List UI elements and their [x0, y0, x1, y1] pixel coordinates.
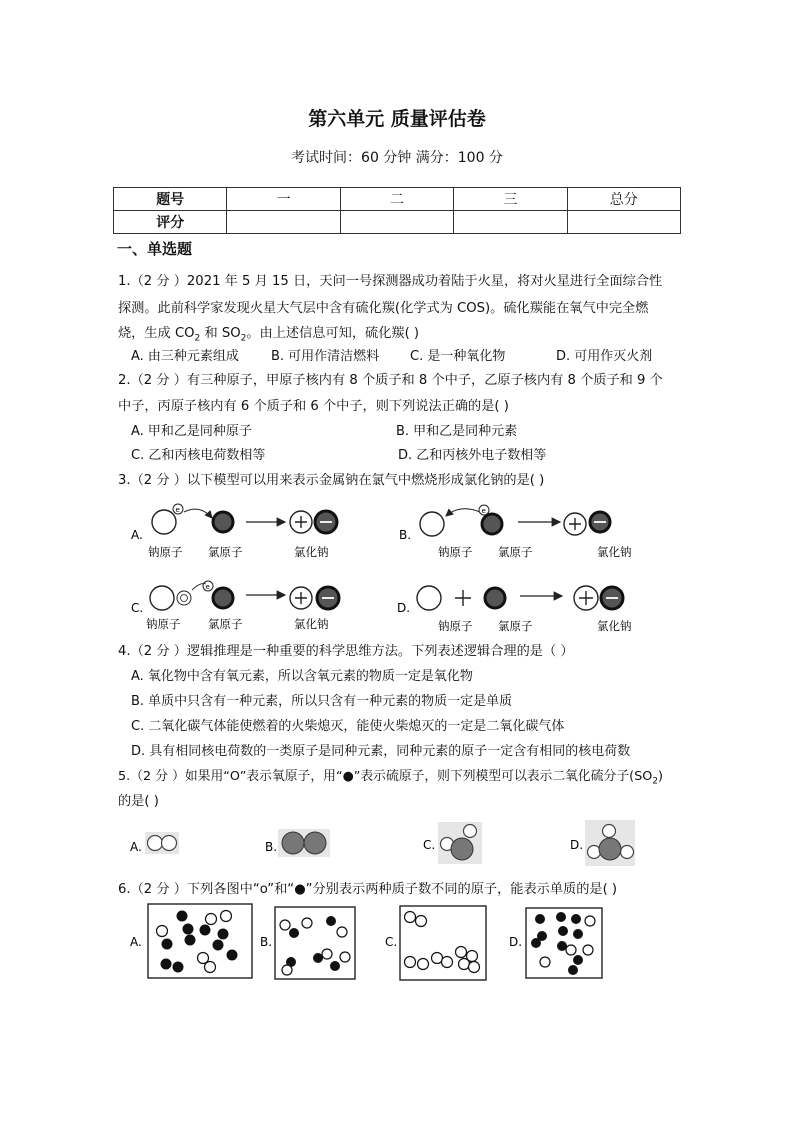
q3-option-a[interactable] — [131, 504, 337, 559]
oxygen-atom-icon — [621, 846, 634, 859]
q5-models — [120, 818, 650, 870]
electron-shell-inner-icon — [181, 595, 188, 602]
q3-c-chlorine-label: 氯原子 — [208, 617, 243, 631]
q5-sub: 2 — [652, 776, 659, 787]
q2-line-2: 中子，丙原子核内有 6 个质子和 6 个中子，则下列说法正确的是( ) — [118, 399, 509, 414]
electron-symbol: e — [481, 507, 486, 515]
section-title-single-choice: 一、单选题 — [117, 240, 193, 258]
q3-c-sodium-label: 钠原子 — [146, 617, 181, 631]
q3-option-d[interactable] — [397, 586, 632, 633]
q6-letter-d: D. — [509, 935, 523, 949]
q5-letter-b: B. — [265, 840, 278, 854]
q3-a-nacl-label: 氯化钠 — [294, 545, 329, 559]
q1-line-3c: 。由上述信息可知，硫化羰( ) — [246, 326, 420, 341]
electron-transfer-arrow-icon — [446, 509, 480, 516]
q3-letter-c: C. — [131, 601, 144, 615]
sulfur-atom-icon — [451, 838, 473, 860]
q2-option-b[interactable]: B. 甲和乙是同种元素 — [396, 424, 518, 439]
sodium-atom-icon — [417, 586, 441, 610]
q1-line-3a: 烧，生成 CO — [118, 326, 195, 341]
electron-transfer-arrow-icon — [184, 509, 212, 518]
q3-letter-b: B. — [399, 528, 412, 542]
q4-option-d[interactable]: D. 具有相同核电荷数的一类原子是同种元素，同种元素的原子一定含有相同的核电荷数 — [131, 744, 631, 759]
q2-option-d[interactable]: D. 乙和丙核外电子数相等 — [398, 448, 547, 463]
chlorine-atom-icon — [213, 588, 233, 608]
q6-option-c[interactable] — [385, 906, 486, 980]
q1-option-c[interactable]: C. 是一种氧化物 — [410, 349, 506, 364]
q3-option-b[interactable] — [399, 505, 632, 559]
page-title: 第六单元 质量评估卷 — [308, 108, 486, 130]
sodium-atom-icon — [152, 510, 176, 534]
exam-info: 考试时间：60 分钟 满分：100 分 — [291, 150, 503, 166]
q3-d-chlorine-label: 氯原子 — [498, 619, 533, 633]
oxygen-atom-icon — [464, 825, 477, 838]
q5-line-1 — [118, 767, 663, 792]
sulfur-atom-icon — [304, 832, 326, 854]
chlorine-atom-icon — [485, 588, 505, 608]
q3-d-nacl-label: 氯化钠 — [597, 619, 632, 633]
q6-option-d[interactable] — [509, 908, 602, 978]
q5-letter-c: C. — [423, 838, 436, 852]
q4-line-1: 4.（2 分 ）逻辑推理是一种重要的科学思维方法。下列表述逻辑合理的是（ ） — [118, 644, 574, 659]
q3-a-chlorine-label: 氯原子 — [208, 545, 243, 559]
q5-option-d[interactable] — [570, 820, 635, 866]
sodium-atom-icon — [420, 512, 444, 536]
q5-option-a[interactable] — [130, 832, 179, 854]
q1-line-3 — [118, 324, 419, 349]
q3-diagrams — [120, 500, 660, 640]
sulfur-atom-icon — [282, 832, 304, 854]
q1-line-3b: 和 SO — [200, 326, 241, 341]
q6-letter-c: C. — [385, 935, 398, 949]
plus-sign-icon — [455, 590, 471, 606]
q3-letter-d: D. — [397, 601, 411, 615]
oxygen-atom-icon — [603, 825, 616, 838]
sodium-atom-icon — [150, 586, 174, 610]
electron-symbol: e — [205, 583, 210, 591]
oxygen-atom-icon — [588, 846, 601, 859]
score-table-col-3: 三 — [454, 188, 567, 211]
score-cell-2[interactable] — [340, 211, 453, 234]
score-table-col-1: 一 — [227, 188, 340, 211]
q5-line-1-end: ) — [658, 769, 664, 784]
chlorine-atom-icon — [482, 514, 502, 534]
q2-option-c[interactable]: C. 乙和丙核电荷数相等 — [131, 448, 266, 463]
q5-line-1-text: 5.（2 分 ）如果用“O”表示氧原子，用“●”表示硫原子，则下列模型可以表示二氧化硫分子(SO — [118, 769, 653, 784]
score-table-col-2: 二 — [340, 188, 453, 211]
q6-option-b[interactable] — [260, 907, 355, 979]
q4-option-c[interactable]: C. 二氧化碳气体能使燃着的火柴熄灭，能使火柴熄灭的一定是二氧化碳气体 — [131, 719, 565, 734]
q3-b-nacl-label: 氯化钠 — [597, 545, 632, 559]
q2-line-1: 2.（2 分 ）有三种原子，甲原子核内有 8 个质子和 8 个中子，乙原子核内有 8 个质子和 9 个 — [118, 373, 663, 388]
q1-option-b[interactable]: B. 可用作清洁燃料 — [271, 349, 380, 364]
score-table-col-total: 总分 — [567, 188, 680, 211]
q4-option-b[interactable]: B. 单质中只含有一种元素，所以只含有一种元素的物质一定是单质 — [131, 694, 513, 709]
score-table-header-row — [114, 188, 681, 211]
score-cell-1[interactable] — [227, 211, 340, 234]
q5-letter-a: A. — [130, 840, 142, 854]
q1-line-1: 1.（2 分 ）2021 年 5 月 15 日，天问一号探测器成功着陆于火星，将对火星进行全面综合性 — [118, 274, 663, 289]
q1-line-2: 探测。此前科学家发现火星大气层中含有硫化羰(化学式为 COS)。硫化羰能在氧气中完全燃 — [118, 301, 649, 316]
q3-d-sodium-label: 钠原子 — [438, 619, 473, 633]
q5-option-c[interactable] — [423, 822, 482, 864]
score-table-header-label: 题号 — [114, 188, 227, 211]
score-table — [113, 187, 681, 234]
score-table-score-row — [114, 211, 681, 234]
q3-c-nacl-label: 氯化钠 — [294, 617, 329, 631]
q3-b-sodium-label: 钠原子 — [438, 545, 473, 559]
q3-line-1: 3.（2 分 ）以下模型可以用来表示金属钠在氯气中燃烧形成氯化钠的是( ) — [118, 473, 545, 488]
q5-line-2: 的是( ) — [118, 794, 159, 809]
q6-line-1: 6.（2 分 ）下列各图中“o”和“●”分别表示两种质子数不同的原子，能表示单质的是( ) — [118, 882, 618, 897]
q1-option-d[interactable]: D. 可用作灭火剂 — [556, 349, 653, 364]
chlorine-atom-icon — [213, 512, 233, 532]
q3-b-chlorine-label: 氯原子 — [498, 545, 533, 559]
q3-letter-a: A. — [131, 528, 143, 542]
q5-option-b[interactable] — [265, 829, 330, 857]
q1-sub-co2: 2 — [194, 333, 201, 344]
score-cell-3[interactable] — [454, 211, 567, 234]
q4-option-a[interactable]: A. 氧化物中含有氧元素，所以含氧元素的物质一定是氧化物 — [131, 669, 473, 684]
q6-boxes — [120, 900, 620, 982]
sulfur-atom-icon — [599, 838, 621, 860]
q1-sub-so2: 2 — [240, 333, 247, 344]
oxygen-atom-icon — [162, 836, 177, 851]
q3-a-sodium-label: 钠原子 — [148, 545, 183, 559]
q6-letter-b: B. — [260, 935, 273, 949]
q6-option-a[interactable] — [130, 904, 252, 978]
electron-symbol: e — [175, 506, 180, 514]
q2-option-a[interactable]: A. 甲和乙是同种原子 — [131, 424, 252, 439]
q3-option-c[interactable] — [131, 581, 339, 631]
score-table-score-label: 评分 — [114, 211, 227, 234]
oxygen-atom-icon — [148, 836, 163, 851]
q1-option-a[interactable]: A. 由三种元素组成 — [131, 349, 239, 364]
q6-letter-a: A. — [130, 935, 142, 949]
score-cell-total[interactable] — [567, 211, 680, 234]
q5-letter-d: D. — [570, 838, 584, 852]
